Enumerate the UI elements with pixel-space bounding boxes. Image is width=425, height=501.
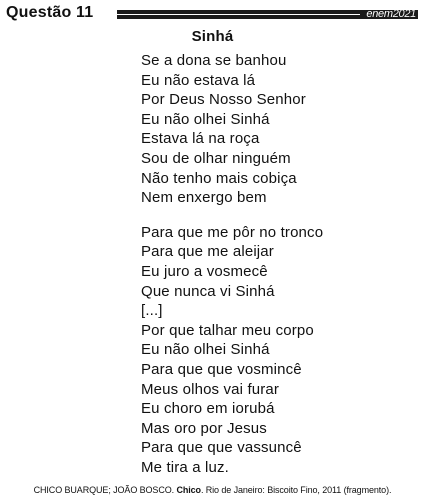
poem-line: Me tira a luz. — [141, 458, 229, 476]
source-work-title: Chico — [176, 485, 201, 495]
question-header — [0, 0, 425, 30]
poem-line: Que nunca vi Sinhá — [141, 282, 275, 300]
poem-line: Para que me pôr no tronco — [141, 223, 324, 241]
header-bar-stripe — [117, 14, 360, 15]
source-authors: CHICO BUARQUE; JOÃO BOSCO. — [33, 485, 175, 495]
header-bar — [117, 10, 418, 19]
poem-line: Eu não estava lá — [141, 71, 256, 89]
poem-stanza — [141, 223, 323, 478]
enem-logo — [366, 8, 416, 21]
source-citation — [0, 485, 425, 496]
poem-line: Para que que vassuncê — [141, 439, 302, 457]
enem-logo-year: 2021 — [392, 8, 416, 20]
poem-stanza — [141, 51, 323, 208]
poem-ellipsis: [...] — [141, 302, 163, 320]
poem-line: Não tenho mais cobiça — [141, 169, 297, 187]
poem-body — [141, 51, 323, 477]
poem-line: Meus olhos vai furar — [141, 380, 280, 398]
poem-line: Eu juro a vosmecê — [141, 262, 268, 280]
poem-line: Se a dona se banhou — [141, 52, 287, 69]
poem-line: Eu não olhei Sinhá — [141, 341, 270, 359]
poem-line: Eu não olhei Sinhá — [141, 110, 270, 128]
poem-line: Mas oro por Jesus — [141, 419, 267, 437]
poem-line: Por que talhar meu corpo — [141, 321, 314, 339]
poem-line: Para que me aleijar — [141, 243, 274, 261]
poem-line: Sou de olhar ninguém — [141, 149, 291, 167]
poem-line: Nem enxergo bem — [141, 189, 267, 207]
poem-line: Por Deus Nosso Senhor — [141, 91, 306, 109]
poem-line: Para que que vosmincê — [141, 360, 302, 378]
poem-title: Sinhá — [191, 28, 234, 45]
poem-line: Estava lá na roça — [141, 130, 260, 148]
enem-logo-text: enem — [366, 8, 393, 20]
source-publication: . Rio de Janeiro: Biscoito Fino, 2011 (fragmento). — [200, 485, 392, 495]
poem-line: Eu choro em iorubá — [141, 400, 275, 418]
question-number: Questão 11 — [6, 4, 94, 21]
